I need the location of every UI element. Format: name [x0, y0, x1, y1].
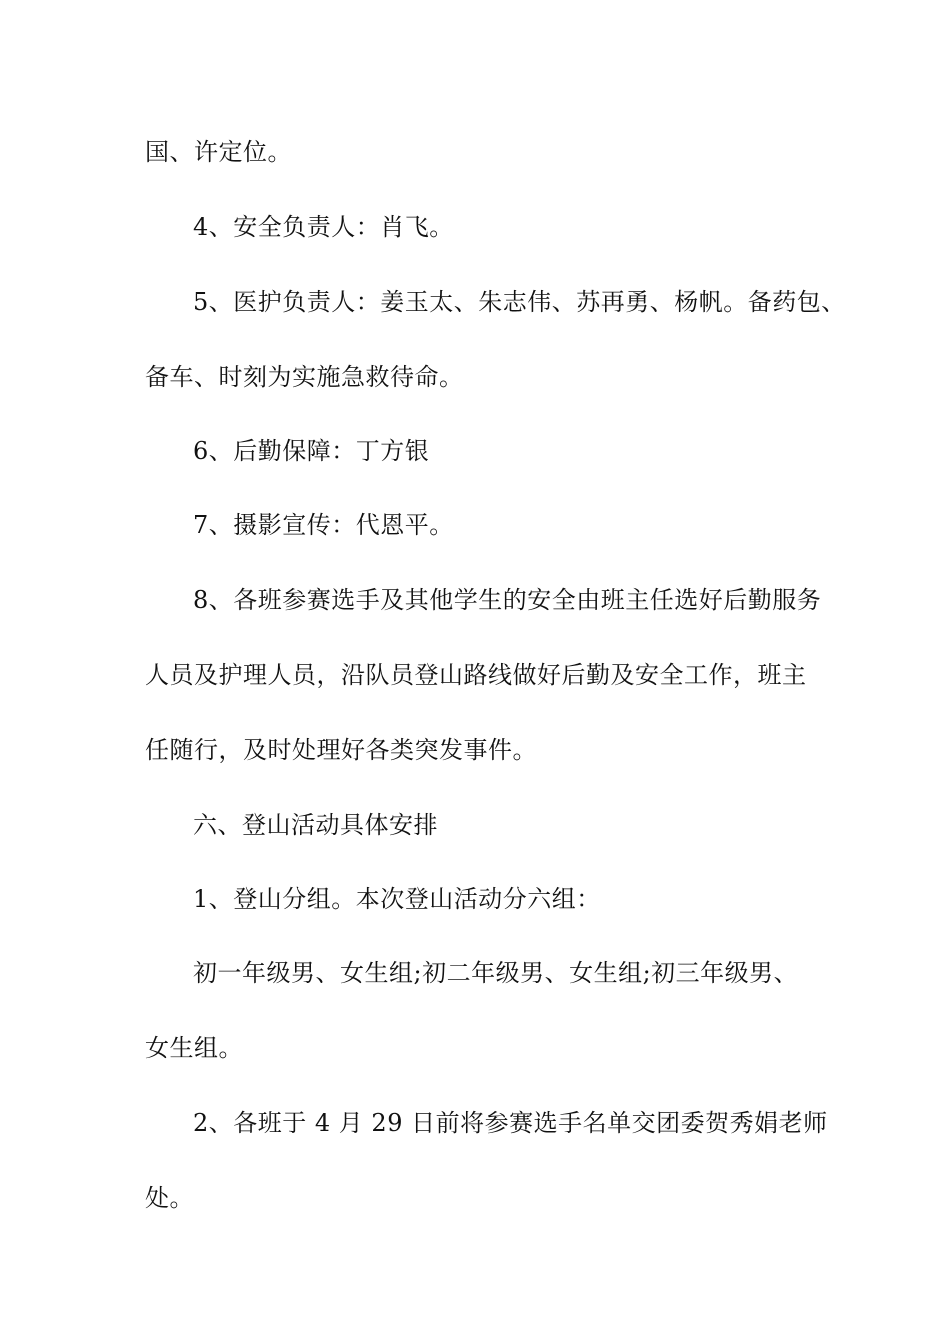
text-line: 女生组。 — [145, 1034, 243, 1062]
text-line: 8、各班参赛选手及其他学生的安全由班主任选好后勤服务 — [193, 586, 822, 614]
text-line: 初一年级男、女生组;初二年级男、女生组;初三年级男、 — [193, 959, 799, 987]
text-line: 7、摄影宣传：代恩平。 — [193, 511, 454, 539]
text-line: 备车、时刻为实施急救待命。 — [145, 363, 464, 391]
text-line: 2、各班于 4 月 29 日前将参赛选手名单交团委贺秀娟老师 — [193, 1109, 828, 1137]
text-line: 人员及护理人员，沿队员登山路线做好后勤及安全工作，班主 — [145, 661, 807, 689]
text-line: 处。 — [145, 1184, 194, 1212]
text-line: 1、登山分组。本次登山活动分六组： — [193, 885, 601, 913]
text-line: 国、许定位。 — [145, 138, 292, 166]
text-line: 6、后勤保障：丁方银 — [193, 437, 430, 465]
section-heading: 六、登山活动具体安排 — [193, 811, 438, 839]
text-line: 任随行，及时处理好各类突发事件。 — [145, 736, 537, 764]
text-line: 5、医护负责人：姜玉太、朱志伟、苏再勇、杨帆。备药包、 — [193, 288, 846, 316]
text-line: 4、安全负责人：肖飞。 — [193, 213, 454, 241]
